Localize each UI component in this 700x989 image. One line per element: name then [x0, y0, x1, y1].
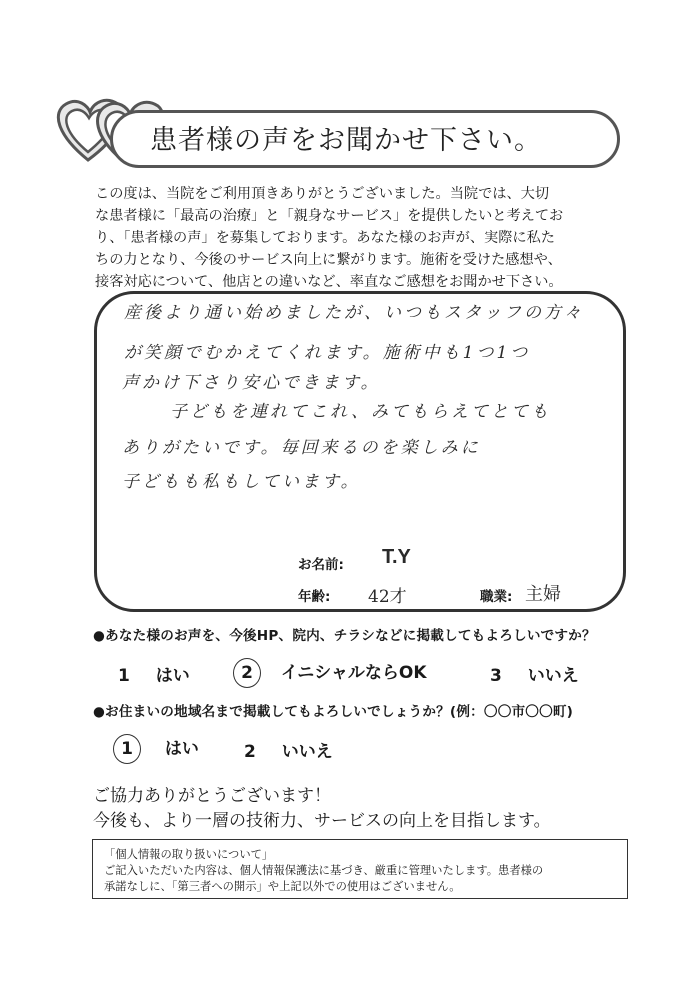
age-value: 42才	[368, 587, 407, 607]
q1-option-3[interactable]	[490, 661, 579, 686]
comment-line: 子どもを連れてこれ、みてもらえてとても	[170, 402, 552, 422]
option-label: はい	[164, 739, 199, 759]
option-label: いいえ	[281, 742, 333, 762]
q2-option-2[interactable]	[244, 737, 333, 762]
privacy-line: 承諾なしに、「第三者への開示」や上記以外での使用はございません。	[104, 880, 461, 893]
intro-line: 接客対応について、他店との違いなど、率直なご感想をお聞かせ下さい。	[95, 274, 563, 290]
thanks-line: ご協力ありがとうございます！	[93, 786, 331, 806]
intro-line: な患者様に「最高の治療」と「親身なサービス」を提供したいと考えてお	[95, 208, 564, 224]
intro-text	[95, 183, 625, 293]
option-number: 1	[118, 666, 130, 686]
option-number: 3	[490, 666, 502, 686]
q1-option-2[interactable]	[238, 658, 427, 688]
q1-option-1[interactable]	[118, 661, 190, 686]
job-label: 職業:	[480, 589, 513, 605]
intro-line: ちの力となり、今後のサービス向上に繋がります。施術を受けた感想や、	[95, 252, 562, 268]
question-2: ●お住まいの地域名まで掲載してもよろしいでしょうか？(例：〇〇市〇〇町)	[93, 704, 574, 720]
comment-line: が笑顔でむかえてくれます。施術中も1つ1つ	[124, 343, 531, 363]
comment-line: ありがたいです。毎回来るのを楽しみに	[122, 438, 481, 458]
option-label: はい	[155, 666, 190, 686]
job-value: 主婦	[525, 584, 561, 605]
name-value: T.Y	[382, 546, 411, 568]
option-label: いいえ	[527, 666, 579, 686]
comment-line: 子どもも私もしています。	[122, 472, 361, 492]
option-number: 2	[244, 742, 256, 762]
privacy-heading: 「個人情報の取り扱いについて」	[104, 848, 274, 861]
name-label: お名前:	[298, 557, 344, 573]
comment-line: 産後より通い始めましたが、いつもスタッフの方々	[124, 303, 584, 323]
intro-line: り、「患者様の声」を募集しております。あなた様のお声が、実際に私た	[95, 230, 555, 246]
page-title: 患者様の声をお聞かせ下さい。	[150, 125, 542, 156]
q2-option-1[interactable]	[118, 734, 199, 764]
closing-line: 今後も、より一層の技術力、サービスの向上を目指します。	[93, 811, 551, 831]
intro-line: この度は、当院をご利用頂きありがとうございました。当院では、大切	[95, 186, 550, 202]
selected-option-circle: 1	[113, 734, 141, 764]
privacy-line: ご記入いただいた内容は、個人情報保護法に基づき、厳重に管理いたします。患者様の	[104, 864, 544, 877]
selected-option-circle: 2	[233, 658, 261, 688]
comment-line: 声かけ下さり安心できます。	[122, 373, 381, 393]
option-label: イニシャルならOK	[280, 663, 427, 683]
age-label: 年齢:	[298, 589, 331, 605]
question-1: ●あなた様のお声を、今後HP、院内、チラシなどに掲載してもよろしいですか？	[93, 628, 596, 644]
